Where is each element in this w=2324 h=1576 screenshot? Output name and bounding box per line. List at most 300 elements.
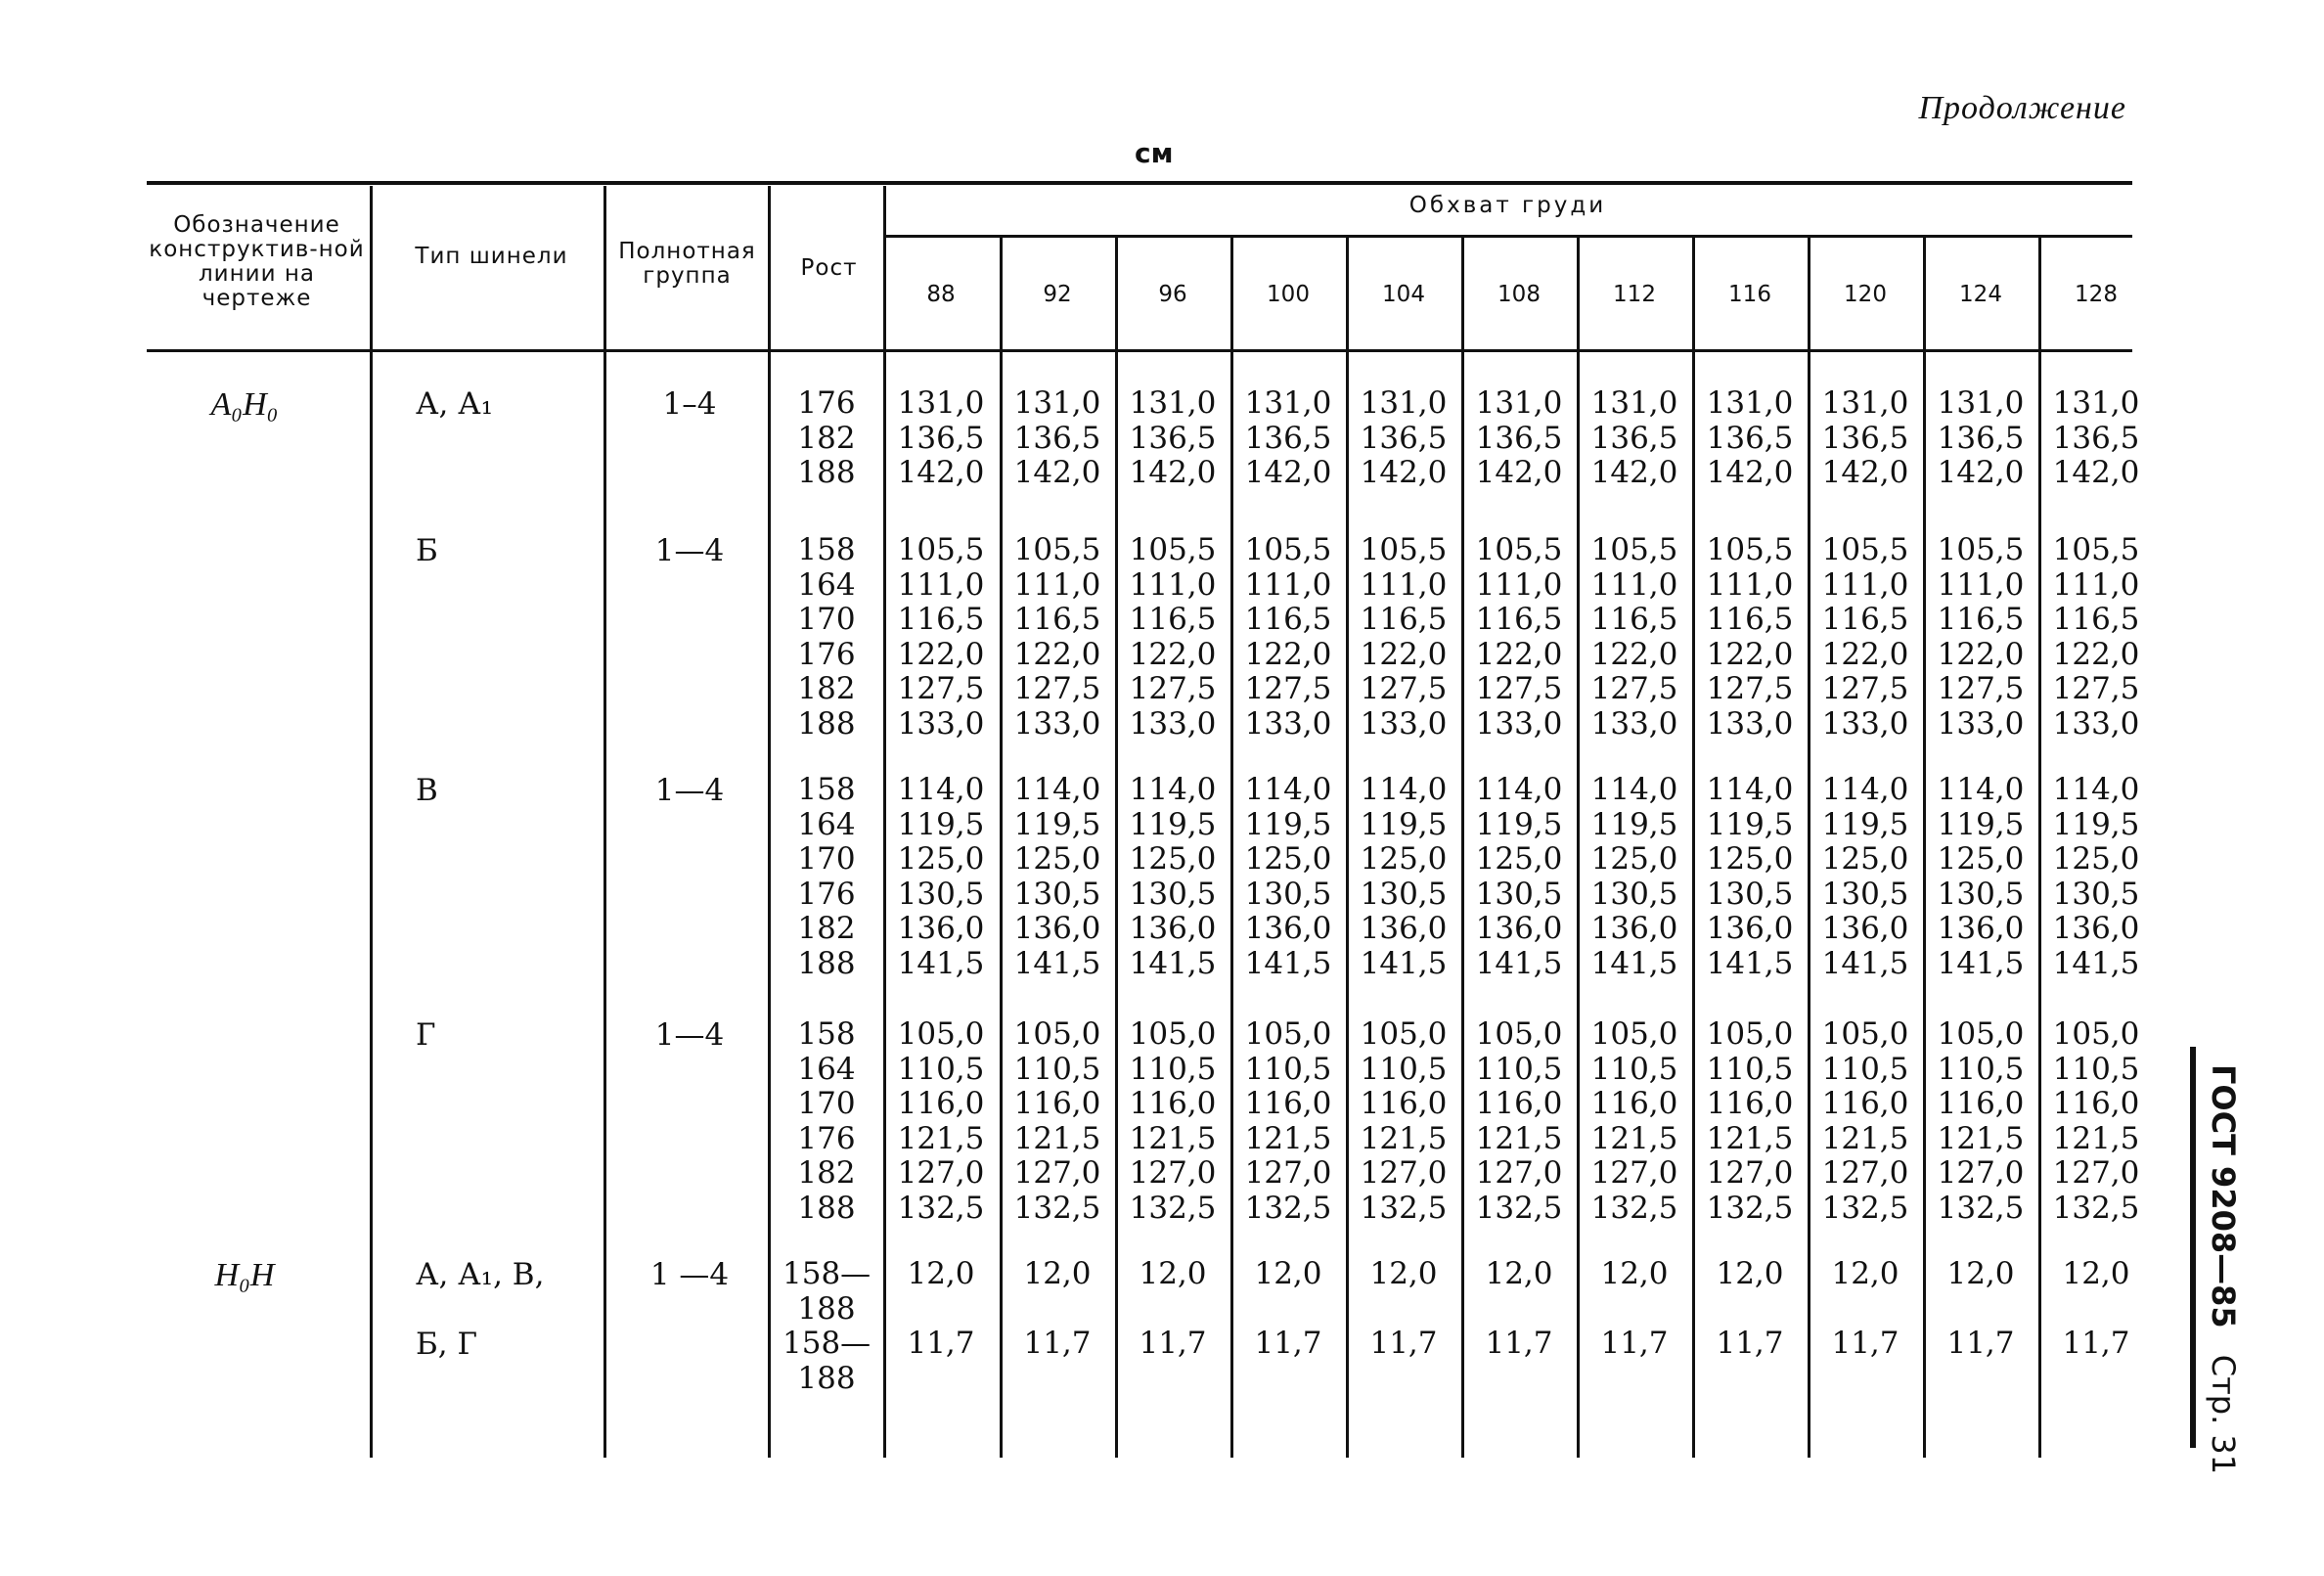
table-cell-value: 116,0 <box>1706 1086 1794 1121</box>
table-cell-value: 11,7 <box>1139 1326 1207 1361</box>
table-cell-value: 11,7 <box>1716 1326 1784 1361</box>
table-cell-value: 130,5 <box>1706 876 1794 912</box>
table-cell-value: 141,5 <box>1013 945 1101 981</box>
table-cell-value: 131,0 <box>1360 385 1448 421</box>
chest-size-header: 100 <box>1267 282 1310 307</box>
gost-page-label <box>2205 1064 2242 1474</box>
table-cell-value: 122,0 <box>1013 636 1101 672</box>
table-cell-value: 116,5 <box>1475 602 1563 637</box>
height-value: 158 <box>797 772 856 807</box>
table-cell-value: 111,0 <box>897 566 985 603</box>
table-top-rule <box>147 181 2132 185</box>
height-value: 164 <box>797 1051 856 1087</box>
table-cell-value: 110,5 <box>897 1051 985 1087</box>
table-cell-value: 105,5 <box>2052 532 2140 567</box>
table-cell-value: 116,0 <box>1129 1086 1217 1121</box>
table-cell-value: 125,0 <box>1937 841 2025 877</box>
table-cell-value: 136,5 <box>1244 420 1332 456</box>
table-cell-value: 127,5 <box>1360 671 1448 706</box>
table-cell-value: 141,5 <box>2052 945 2140 981</box>
height-value: 188 <box>797 455 856 490</box>
chest-size-header: 116 <box>1728 282 1771 307</box>
table-cell-value: 125,0 <box>1244 841 1332 877</box>
table-cell-value: 110,5 <box>1706 1051 1794 1087</box>
table-cell-value: 127,0 <box>897 1155 985 1191</box>
table-cell-value: 141,5 <box>1360 945 1448 981</box>
chest-size-header: 96 <box>1158 282 1187 307</box>
table-cell-value: 122,0 <box>1706 636 1794 672</box>
chest-size-header: 92 <box>1043 282 1072 307</box>
table-cell-value: 12,0 <box>2062 1256 2130 1291</box>
table-cell-value: 125,0 <box>1706 841 1794 877</box>
chest-size-header: 108 <box>1497 282 1541 307</box>
table-cell-value: 142,0 <box>1706 455 1794 490</box>
table-cell-value: 136,5 <box>1590 420 1678 456</box>
height-value: 170 <box>797 602 856 637</box>
table-cell-value: 142,0 <box>1937 455 2025 490</box>
table-cell-value: 11,7 <box>1369 1326 1438 1361</box>
height-value: 176 <box>797 385 856 421</box>
table-cell-value: 131,0 <box>1821 385 1909 421</box>
table-cell-value: 125,0 <box>1590 841 1678 877</box>
fullness-group: 1—4 <box>654 533 725 568</box>
table-cell-value: 136,5 <box>1706 420 1794 456</box>
table-cell-value: 114,0 <box>1475 772 1563 807</box>
table-cell-value: 130,5 <box>1360 876 1448 912</box>
table-cell-value: 136,0 <box>2052 911 2140 946</box>
table-cell-value: 136,5 <box>1013 420 1101 456</box>
gost-sidebar-rule <box>2190 1047 2196 1448</box>
table-cell-value: 116,5 <box>1013 602 1101 637</box>
table-cell-value: 116,5 <box>1590 602 1678 637</box>
table-cell-value: 105,0 <box>1244 1016 1332 1052</box>
table-cell-value: 110,5 <box>1475 1051 1563 1087</box>
table-cell-value: 105,5 <box>1244 532 1332 567</box>
gost-code: ГОСТ 9208—85 <box>2205 1064 2242 1328</box>
table-cell-value: 105,0 <box>1360 1016 1448 1052</box>
coat-type: Б <box>416 533 438 568</box>
table-cell-value: 110,5 <box>2052 1051 2140 1087</box>
table-cell-value: 125,0 <box>2052 841 2140 877</box>
table-cell-value: 116,5 <box>2052 602 2140 637</box>
table-cell-value: 127,0 <box>1706 1155 1794 1191</box>
table-cell-value: 122,0 <box>1590 636 1678 672</box>
table-cell-value: 110,5 <box>1937 1051 2025 1087</box>
table-cell-value: 127,0 <box>1475 1155 1563 1191</box>
table-cell-value: 122,0 <box>1475 636 1563 672</box>
table-cell-value: 111,0 <box>1821 566 1909 603</box>
table-cell-value: 111,0 <box>1590 566 1678 603</box>
table-cell-value: 105,5 <box>1706 532 1794 567</box>
table-cell-value: 119,5 <box>1013 806 1101 842</box>
header-group: Полнотная группа <box>618 239 756 289</box>
table-cell-value: 127,5 <box>1821 671 1909 706</box>
column-rule <box>370 186 373 1458</box>
table-cell-value: 130,5 <box>897 876 985 912</box>
table-cell-value: 131,0 <box>1590 385 1678 421</box>
table-cell-value: 11,7 <box>1254 1326 1322 1361</box>
table-cell-value: 114,0 <box>1706 772 1794 807</box>
table-cell-value: 116,5 <box>1244 602 1332 637</box>
height-value: 158 <box>797 532 856 567</box>
table-cell-value: 136,5 <box>1475 420 1563 456</box>
table-cell-value: 105,5 <box>1013 532 1101 567</box>
table-cell-value: 12,0 <box>1254 1256 1322 1291</box>
table-cell-value: 131,0 <box>1013 385 1101 421</box>
table-cell-value: 127,0 <box>1129 1155 1217 1191</box>
table-cell-value: 105,5 <box>1821 532 1909 567</box>
table-cell-value: 141,5 <box>1706 945 1794 981</box>
table-cell-value: 111,0 <box>1475 566 1563 603</box>
table-cell-value: 105,0 <box>1706 1016 1794 1052</box>
table-cell-value: 121,5 <box>2052 1120 2140 1156</box>
table-cell-value: 142,0 <box>1013 455 1101 490</box>
table-cell-value: 11,7 <box>1485 1326 1553 1361</box>
table-cell-value: 133,0 <box>1821 705 1909 742</box>
chest-size-header: 88 <box>926 282 956 307</box>
table-cell-value: 110,5 <box>1821 1051 1909 1087</box>
table-cell-value: 110,5 <box>1360 1051 1448 1087</box>
height-value: 170 <box>797 1086 856 1121</box>
table-cell-value: 136,5 <box>897 420 985 456</box>
table-cell-value: 119,5 <box>897 806 985 842</box>
table-cell-value: 136,5 <box>1360 420 1448 456</box>
table-cell-value: 110,5 <box>1244 1051 1332 1087</box>
table-cell-value: 11,7 <box>1946 1326 2015 1361</box>
table-cell-value: 141,5 <box>1475 945 1563 981</box>
table-cell-value: 110,5 <box>1013 1051 1101 1087</box>
height-value: 158— <box>782 1326 872 1361</box>
table-cell-value: 125,0 <box>1360 841 1448 877</box>
table-cell-value: 127,5 <box>897 671 985 706</box>
table-cell-value: 111,0 <box>2052 566 2140 603</box>
table-cell-value: 114,0 <box>1013 772 1101 807</box>
table-cell-value: 119,5 <box>1706 806 1794 842</box>
table-cell-value: 114,0 <box>897 772 985 807</box>
table-cell-value: 131,0 <box>1244 385 1332 421</box>
table-cell-value: 116,5 <box>1937 602 2025 637</box>
table-cell-value: 105,5 <box>1475 532 1563 567</box>
table-cell-value: 132,5 <box>1706 1190 1794 1226</box>
table-cell-value: 116,0 <box>1590 1086 1678 1121</box>
table-cell-value: 142,0 <box>1475 455 1563 490</box>
table-cell-value: 141,5 <box>1937 945 2025 981</box>
table-cell-value: 12,0 <box>907 1256 975 1291</box>
table-cell-value: 127,5 <box>1937 671 2025 706</box>
table-cell-value: 142,0 <box>1590 455 1678 490</box>
table-cell-value: 132,5 <box>1821 1190 1909 1226</box>
table-cell-value: 114,0 <box>1937 772 2025 807</box>
column-rule <box>768 186 771 1458</box>
table-cell-value: 127,5 <box>2052 671 2140 706</box>
table-cell-value: 131,0 <box>1129 385 1217 421</box>
column-rule <box>603 186 606 1458</box>
table-cell-value: 127,5 <box>1706 671 1794 706</box>
table-cell-value: 125,0 <box>1821 841 1909 877</box>
coat-type: Б, Г <box>416 1327 478 1362</box>
table-cell-value: 132,5 <box>1360 1190 1448 1226</box>
table-cell-value: 116,0 <box>897 1086 985 1121</box>
coat-type: А, А₁, В, <box>416 1257 545 1292</box>
table-cell-value: 110,5 <box>1590 1051 1678 1087</box>
fullness-group: 1 —4 <box>649 1257 730 1292</box>
table-cell-value: 132,5 <box>1129 1190 1217 1226</box>
table-cell-value: 130,5 <box>1937 876 2025 912</box>
table-cell-value: 130,5 <box>1013 876 1101 912</box>
table-cell-value: 136,0 <box>1244 911 1332 946</box>
table-cell-value: 136,5 <box>1129 420 1217 456</box>
table-cell-value: 133,0 <box>1937 705 2025 742</box>
table-cell-value: 121,5 <box>1706 1120 1794 1156</box>
table-cell-value: 132,5 <box>1244 1190 1332 1226</box>
coat-type: Г <box>416 1017 436 1053</box>
height-value: 182 <box>797 1155 856 1191</box>
table-cell-value: 136,0 <box>1821 911 1909 946</box>
coat-type: А, А₁ <box>416 386 494 422</box>
table-cell-value: 125,0 <box>1475 841 1563 877</box>
table-cell-value: 130,5 <box>1244 876 1332 912</box>
table-cell-value: 136,5 <box>1821 420 1909 456</box>
height-value: 182 <box>797 420 856 456</box>
table-cell-value: 141,5 <box>1129 945 1217 981</box>
table-cell-value: 121,5 <box>1821 1120 1909 1156</box>
table-cell-value: 141,5 <box>897 945 985 981</box>
table-cell-value: 131,0 <box>2052 385 2140 421</box>
table-cell-value: 116,5 <box>1129 602 1217 637</box>
table-cell-value: 105,5 <box>897 532 985 567</box>
table-cell-value: 127,0 <box>1360 1155 1448 1191</box>
table-cell-value: 114,0 <box>2052 772 2140 807</box>
table-cell-value: 114,0 <box>1129 772 1217 807</box>
table-cell-value: 132,5 <box>1937 1190 2025 1226</box>
table-cell-value: 111,0 <box>1360 566 1448 603</box>
height-value: 170 <box>797 841 856 877</box>
page-number: Стр. 31 <box>2205 1354 2242 1475</box>
table-cell-value: 116,5 <box>897 602 985 637</box>
table-cell-value: 121,5 <box>1475 1120 1563 1156</box>
table-cell-value: 116,0 <box>2052 1086 2140 1121</box>
table-cell-value: 136,0 <box>1706 911 1794 946</box>
table-cell-value: 121,5 <box>1244 1120 1332 1156</box>
table-cell-value: 122,0 <box>1937 636 2025 672</box>
table-cell-value: 105,0 <box>1590 1016 1678 1052</box>
table-cell-value: 136,0 <box>1590 911 1678 946</box>
table-cell-value: 11,7 <box>907 1326 975 1361</box>
table-cell-value: 110,5 <box>1129 1051 1217 1087</box>
table-cell-value: 127,0 <box>1590 1155 1678 1191</box>
table-cell-value: 105,5 <box>1129 532 1217 567</box>
table-cell-value: 127,0 <box>2052 1155 2140 1191</box>
coat-type: В <box>416 773 438 808</box>
table-cell-value: 121,5 <box>1937 1120 2025 1156</box>
table-cell-value: 116,0 <box>1244 1086 1332 1121</box>
table-cell-value: 141,5 <box>1590 945 1678 981</box>
table-cell-value: 136,0 <box>1013 911 1101 946</box>
chest-size-header: 128 <box>2075 282 2118 307</box>
table-cell-value: 121,5 <box>1013 1120 1101 1156</box>
header-height: Рост <box>800 255 858 281</box>
table-cell-value: 132,5 <box>897 1190 985 1226</box>
chest-subheader-rule <box>883 235 2132 238</box>
table-cell-value: 136,0 <box>1360 911 1448 946</box>
table-cell-value: 133,0 <box>1013 705 1101 742</box>
table-cell-value: 122,0 <box>1244 636 1332 672</box>
table-cell-value: 136,0 <box>1129 911 1217 946</box>
height-value: 188 <box>797 705 856 742</box>
table-cell-value: 133,0 <box>1360 705 1448 742</box>
table-cell-value: 127,5 <box>1244 671 1332 706</box>
table-cell-value: 116,0 <box>1475 1086 1563 1121</box>
header-chest: Обхват груди <box>1408 193 1607 218</box>
fullness-group: 1–4 <box>662 386 717 422</box>
table-cell-value: 11,7 <box>1831 1326 1899 1361</box>
table-cell-value: 105,0 <box>1937 1016 2025 1052</box>
table-cell-value: 133,0 <box>1129 705 1217 742</box>
table-cell-value: 114,0 <box>1821 772 1909 807</box>
header-type: Тип шинели <box>415 244 568 269</box>
height-value: 182 <box>797 671 856 706</box>
table-cell-value: 130,5 <box>1590 876 1678 912</box>
header-bottom-rule <box>147 349 2132 352</box>
height-value: 176 <box>797 876 856 912</box>
table-cell-value: 133,0 <box>1590 705 1678 742</box>
table-cell-value: 105,5 <box>1360 532 1448 567</box>
table-cell-value: 111,0 <box>1013 566 1101 603</box>
chest-size-header: 104 <box>1382 282 1425 307</box>
unit-label: см <box>1135 137 1174 169</box>
table-cell-value: 131,0 <box>897 385 985 421</box>
line-designation: A₀H₀ <box>210 386 279 423</box>
table-cell-value: 12,0 <box>1716 1256 1784 1291</box>
height-value: 188 <box>797 945 856 981</box>
table-cell-value: 122,0 <box>897 636 985 672</box>
table-cell-value: 12,0 <box>1946 1256 2015 1291</box>
table-cell-value: 119,5 <box>1475 806 1563 842</box>
table-cell-value: 142,0 <box>1244 455 1332 490</box>
fullness-group: 1—4 <box>654 1017 725 1053</box>
table-cell-value: 133,0 <box>1706 705 1794 742</box>
table-cell-value: 122,0 <box>1129 636 1217 672</box>
table-cell-value: 136,5 <box>1937 420 2025 456</box>
line-designation: H₀H <box>214 1257 275 1293</box>
table-cell-value: 116,0 <box>1821 1086 1909 1121</box>
table-cell-value: 133,0 <box>897 705 985 742</box>
height-value: 188 <box>797 1190 856 1226</box>
table-cell-value: 122,0 <box>2052 636 2140 672</box>
table-cell-value: 121,5 <box>1129 1120 1217 1156</box>
table-cell-value: 121,5 <box>897 1120 985 1156</box>
table-cell-value: 136,0 <box>897 911 985 946</box>
table-cell-value: 111,0 <box>1244 566 1332 603</box>
table-cell-value: 125,0 <box>1013 841 1101 877</box>
table-cell-value: 116,0 <box>1360 1086 1448 1121</box>
table-cell-value: 127,0 <box>1821 1155 1909 1191</box>
table-cell-value: 116,0 <box>1937 1086 2025 1121</box>
table-cell-value: 125,0 <box>1129 841 1217 877</box>
table-cell-value: 142,0 <box>1360 455 1448 490</box>
table-cell-value: 116,5 <box>1706 602 1794 637</box>
table-cell-value: 122,0 <box>1360 636 1448 672</box>
table-cell-value: 11,7 <box>1600 1326 1669 1361</box>
table-cell-value: 133,0 <box>1244 705 1332 742</box>
table-cell-value: 132,5 <box>1475 1190 1563 1226</box>
table-cell-value: 116,0 <box>1013 1086 1101 1121</box>
table-cell-value: 142,0 <box>1821 455 1909 490</box>
table-cell-value: 12,0 <box>1023 1256 1092 1291</box>
table-cell-value: 127,5 <box>1475 671 1563 706</box>
table-cell-value: 119,5 <box>1590 806 1678 842</box>
height-value: 188 <box>797 1290 856 1327</box>
chest-size-header: 112 <box>1613 282 1656 307</box>
table-cell-value: 12,0 <box>1600 1256 1669 1291</box>
height-value: 176 <box>797 1120 856 1156</box>
continuation-label: Продолжение <box>1918 90 2126 126</box>
height-value: 182 <box>797 911 856 946</box>
table-cell-value: 132,5 <box>1013 1190 1101 1226</box>
table-cell-value: 127,5 <box>1013 671 1101 706</box>
table-cell-value: 121,5 <box>1590 1120 1678 1156</box>
height-value: 158— <box>782 1256 872 1291</box>
table-cell-value: 116,5 <box>1821 602 1909 637</box>
table-cell-value: 105,0 <box>1013 1016 1101 1052</box>
table-cell-value: 136,0 <box>1475 911 1563 946</box>
table-cell-value: 119,5 <box>1937 806 2025 842</box>
table-cell-value: 105,0 <box>897 1016 985 1052</box>
table-cell-value: 121,5 <box>1360 1120 1448 1156</box>
table-cell-value: 141,5 <box>1244 945 1332 981</box>
table-cell-value: 122,0 <box>1821 636 1909 672</box>
chest-size-header: 124 <box>1959 282 2002 307</box>
table-cell-value: 119,5 <box>1360 806 1448 842</box>
table-cell-value: 132,5 <box>1590 1190 1678 1226</box>
table-cell-value: 119,5 <box>2052 806 2140 842</box>
table-cell-value: 141,5 <box>1821 945 1909 981</box>
table-cell-value: 105,5 <box>1937 532 2025 567</box>
table-cell-value: 133,0 <box>1475 705 1563 742</box>
table-cell-value: 131,0 <box>1475 385 1563 421</box>
table-cell-value: 142,0 <box>1129 455 1217 490</box>
table-cell-value: 130,5 <box>1475 876 1563 912</box>
table-cell-value: 130,5 <box>1821 876 1909 912</box>
table-cell-value: 12,0 <box>1139 1256 1207 1291</box>
table-cell-value: 127,5 <box>1129 671 1217 706</box>
table-cell-value: 11,7 <box>2062 1326 2130 1361</box>
height-value: 164 <box>797 566 856 603</box>
table-cell-value: 127,0 <box>1244 1155 1332 1191</box>
table-cell-value: 127,0 <box>1937 1155 2025 1191</box>
table-cell-value: 142,0 <box>897 455 985 490</box>
table-cell-value: 114,0 <box>1244 772 1332 807</box>
height-value: 176 <box>797 636 856 672</box>
table-cell-value: 130,5 <box>1129 876 1217 912</box>
table-cell-value: 105,0 <box>1475 1016 1563 1052</box>
table-cell-value: 12,0 <box>1485 1256 1553 1291</box>
table-cell-value: 111,0 <box>1937 566 2025 603</box>
table-cell-value: 119,5 <box>1821 806 1909 842</box>
table-cell-value: 119,5 <box>1244 806 1332 842</box>
table-cell-value: 12,0 <box>1369 1256 1438 1291</box>
table-cell-value: 125,0 <box>897 841 985 877</box>
table-cell-value: 111,0 <box>1129 566 1217 603</box>
table-cell-value: 127,5 <box>1590 671 1678 706</box>
table-cell-value: 131,0 <box>1937 385 2025 421</box>
table-cell-value: 114,0 <box>1590 772 1678 807</box>
table-cell-value: 131,0 <box>1706 385 1794 421</box>
fullness-group: 1—4 <box>654 773 725 808</box>
height-value: 164 <box>797 806 856 842</box>
table-cell-value: 142,0 <box>2052 455 2140 490</box>
table-cell-value: 105,5 <box>1590 532 1678 567</box>
